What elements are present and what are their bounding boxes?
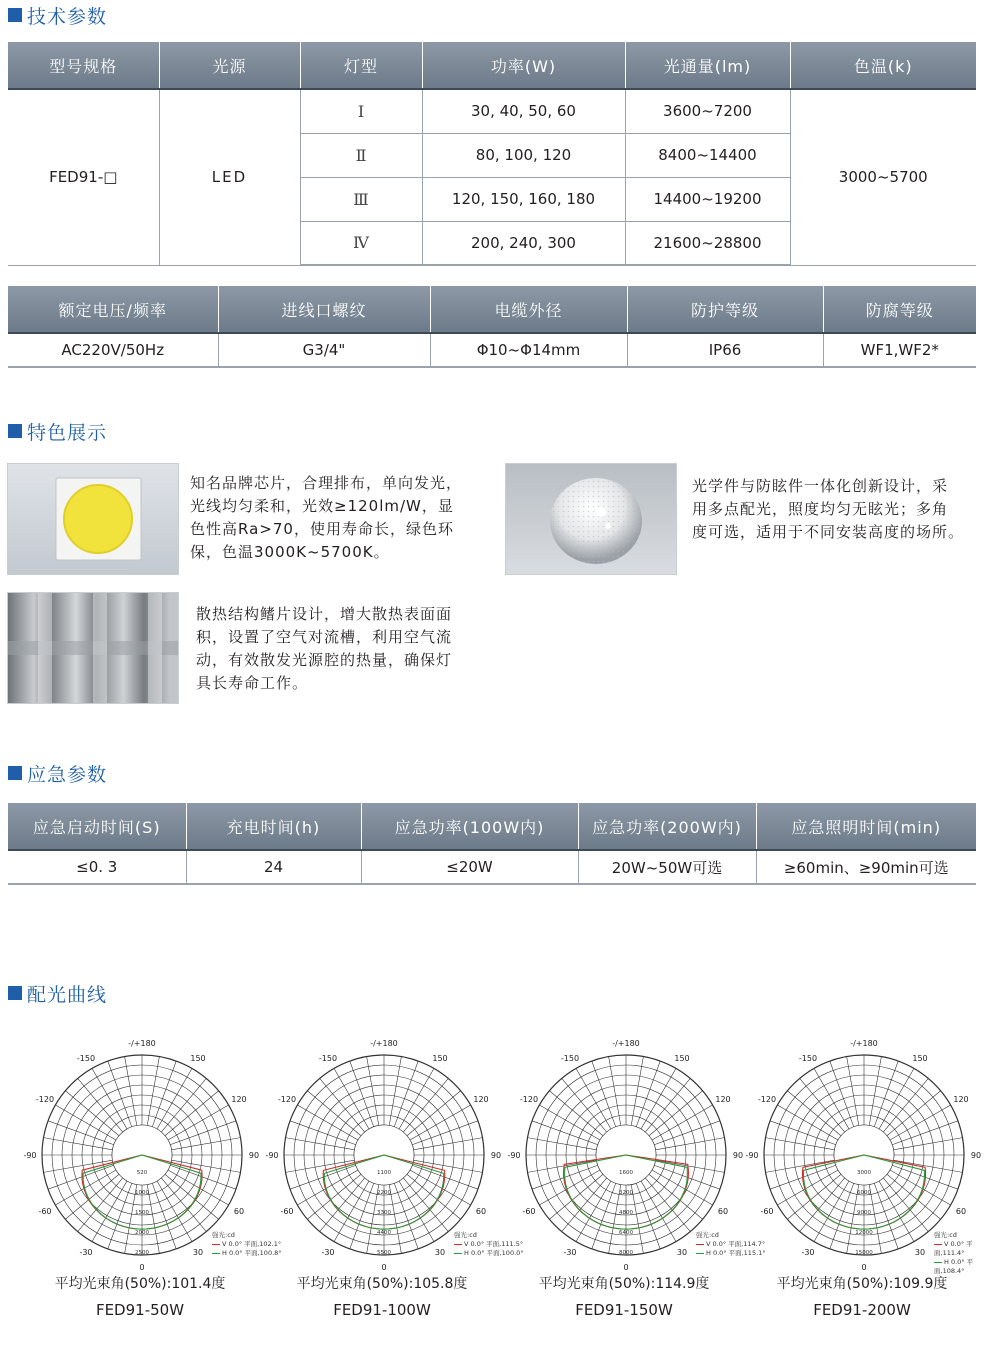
feature-chip-text: 知名品牌芯片，合理排布，单向发光， 光线均匀柔和，光效≥120lm/W，显 色性高Ra>70，使用寿命长，绿色环 保，色温3000K~5700K。	[190, 474, 463, 561]
power-200-cell: 20W~50W可选	[578, 850, 756, 884]
header-cell: 灯型	[300, 42, 422, 89]
legend-h-plane: H 0.0° 平面,115.1°	[696, 1249, 766, 1258]
legend-unit: 强光:cd	[934, 1231, 957, 1239]
charge-time-cell: 24	[186, 850, 361, 884]
angle-label: -90	[745, 1151, 759, 1160]
electrical-spec-table	[8, 286, 976, 368]
angle-label: -150	[560, 1054, 580, 1063]
header-cell: 光通量(lm)	[625, 42, 790, 89]
angle-label: 60	[717, 1207, 729, 1216]
feature-heat-text: 散热结构鳍片设计，增大散热表面面 积，设置了空气对流槽，利用空气流 动，有效散发光源腔的热量，确保灯 具长寿命工作。	[196, 605, 453, 692]
thread-cell: G3/4"	[218, 333, 430, 367]
ring-value-label: 2000	[135, 1230, 149, 1236]
angle-label: 30	[676, 1248, 688, 1257]
ring-value-label: 3200	[619, 1190, 633, 1196]
angle-label: -90	[265, 1151, 279, 1160]
grid-spoke	[389, 1185, 401, 1254]
angle-label: -30	[79, 1248, 93, 1257]
flux-cell: 21600~28800	[625, 221, 790, 265]
header-cell: 额定电压/频率	[8, 286, 218, 333]
angle-label: -30	[321, 1248, 335, 1257]
model-label: FED91-50W	[95, 1301, 185, 1319]
angle-label: 150	[432, 1054, 448, 1063]
angle-label: 120	[231, 1095, 247, 1104]
grid-spoke	[869, 1057, 881, 1126]
angle-label: -150	[798, 1054, 818, 1063]
angle-label: -60	[38, 1207, 52, 1216]
curve-legend	[934, 1231, 996, 1276]
angle-label: -60	[760, 1207, 774, 1216]
grid-spoke	[631, 1185, 643, 1254]
table-header-row	[8, 286, 976, 333]
legend-v-plane: V 0.0° 平面,111.5°	[454, 1240, 524, 1249]
angle-label: 0	[623, 1263, 629, 1272]
legend-unit: 强光:cd	[696, 1231, 719, 1239]
grid-spoke	[367, 1057, 379, 1126]
section-title-emergency: 应急参数	[8, 760, 107, 786]
grid-spoke	[869, 1185, 881, 1254]
grid-spoke	[656, 1160, 725, 1172]
corrosion-cell: WF1,WF2*	[823, 333, 976, 367]
beam-angle-caption: 平均光束角(50%):114.9度	[538, 1276, 710, 1292]
type-cell: Ⅱ	[300, 133, 422, 177]
legend-h-plane: H 0.0° 平面,100.0°	[454, 1249, 524, 1258]
legend-h-plane: H 0.0° 平面,100.8°	[212, 1249, 282, 1258]
ring-value-label: 520	[136, 1170, 148, 1176]
table-row	[8, 333, 976, 367]
lens-icon	[506, 464, 676, 574]
grid-spoke	[286, 1138, 355, 1150]
section-title-tech: 技术参数	[8, 2, 107, 28]
grid-spoke	[414, 1138, 483, 1150]
grid-spoke	[286, 1160, 355, 1172]
table-header-row	[8, 803, 976, 850]
voltage-cell: AC220V/50Hz	[8, 333, 218, 367]
angle-label: 150	[674, 1054, 690, 1063]
grid-spoke	[147, 1185, 159, 1254]
tech-spec-table	[8, 42, 976, 266]
legend-v-plane: V 0.0° 平面,102.1°	[212, 1240, 282, 1249]
cable-cell: Φ10~Φ14mm	[430, 333, 627, 367]
header-cell: 应急功率(200W内)	[578, 803, 756, 850]
angle-label: 60	[475, 1207, 487, 1216]
grid-spoke	[656, 1138, 725, 1150]
angle-label: -/+180	[850, 1039, 878, 1048]
ring-value-label: 1600	[619, 1170, 633, 1176]
header-cell: 应急功率(100W内)	[361, 803, 578, 850]
grid-spoke	[389, 1057, 401, 1126]
grid-spoke	[528, 1138, 597, 1150]
header-cell: 电缆外径	[430, 286, 627, 333]
section-marker-icon	[8, 986, 22, 1000]
power-cell: 80, 100, 120	[422, 133, 625, 177]
feature-optic-text: 光学件与防眩件一体化创新设计，采 用多点配光，照度均匀无眩光；多角 度可选，适用于不同安装高度的场所。	[692, 477, 965, 541]
angle-label: 120	[473, 1095, 489, 1104]
grid-spoke	[528, 1160, 597, 1172]
angle-label: -150	[318, 1054, 338, 1063]
grid-spoke	[609, 1057, 621, 1126]
angle-label: -120	[35, 1095, 55, 1104]
ring-value-label: 12000	[855, 1230, 873, 1236]
angle-label: -90	[23, 1151, 37, 1160]
grid-spoke	[847, 1057, 859, 1126]
source-cell: LED	[159, 89, 300, 265]
legend-v-plane: V 0.0° 平面,111.4°	[934, 1240, 973, 1257]
angle-label: 60	[955, 1207, 967, 1216]
angle-label: 120	[715, 1095, 731, 1104]
power-cell: 30, 40, 50, 60	[422, 89, 625, 133]
start-time-cell: ≤0. 3	[8, 850, 186, 884]
angle-label: -90	[507, 1151, 521, 1160]
table-row	[8, 89, 976, 133]
angle-label: 90	[490, 1151, 502, 1160]
angle-label: 150	[912, 1054, 928, 1063]
grid-spoke	[125, 1057, 137, 1126]
optic-lens-image	[505, 463, 677, 575]
section-marker-icon	[8, 8, 22, 22]
angle-label: -/+180	[370, 1039, 398, 1048]
ring-value-label: 5500	[377, 1250, 391, 1256]
fins-icon	[8, 593, 178, 703]
flux-cell: 3600~7200	[625, 89, 790, 133]
angle-label: 0	[139, 1263, 145, 1272]
cct-cell: 3000~5700	[790, 89, 976, 265]
angle-label: -30	[563, 1248, 577, 1257]
angle-label: -60	[522, 1207, 536, 1216]
table-row	[8, 850, 976, 884]
legend-unit: 强光:cd	[212, 1231, 235, 1239]
flux-cell: 8400~14400	[625, 133, 790, 177]
angle-label: 90	[248, 1151, 260, 1160]
ip-cell: IP66	[627, 333, 823, 367]
angle-label: 90	[732, 1151, 744, 1160]
grid-spoke	[172, 1138, 241, 1150]
angle-label: 90	[970, 1151, 982, 1160]
beam-angle-caption: 平均光束角(50%):101.4度	[54, 1276, 226, 1292]
angle-label: -60	[280, 1207, 294, 1216]
grid-spoke	[44, 1138, 113, 1150]
section-title-features: 特色展示	[8, 418, 107, 444]
ring-value-label: 1000	[135, 1190, 149, 1196]
power-cell: 200, 240, 300	[422, 221, 625, 265]
header-cell: 色温(k)	[790, 42, 976, 89]
beam-angle-caption: 平均光束角(50%):109.9度	[776, 1276, 948, 1292]
section-marker-icon	[8, 766, 22, 780]
ring-value-label: 6400	[619, 1230, 633, 1236]
ring-value-label: 3000	[857, 1170, 871, 1176]
flux-cell: 14400~19200	[625, 177, 790, 221]
ring-value-label: 4400	[377, 1230, 391, 1236]
angle-label: 0	[381, 1263, 387, 1272]
grid-spoke	[147, 1057, 159, 1126]
header-cell: 防护等级	[627, 286, 823, 333]
grid-spoke	[766, 1138, 835, 1150]
model-label: FED91-150W	[575, 1301, 673, 1319]
legend-unit: 强光:cd	[454, 1231, 477, 1239]
led-chip-image	[7, 463, 179, 575]
angle-label: -/+180	[128, 1039, 156, 1048]
type-cell: Ⅲ	[300, 177, 422, 221]
type-cell: Ⅳ	[300, 221, 422, 265]
model-label: FED91-100W	[333, 1301, 431, 1319]
angle-label: -30	[801, 1248, 815, 1257]
header-cell: 充电时间(h)	[186, 803, 361, 850]
section-marker-icon	[8, 424, 22, 438]
angle-label: 30	[914, 1248, 926, 1257]
ring-value-label: 1500	[135, 1210, 149, 1216]
ring-value-label: 1100	[377, 1170, 391, 1176]
section-title-curves: 配光曲线	[8, 980, 107, 1006]
grid-spoke	[894, 1138, 963, 1150]
angle-label: 0	[861, 1263, 867, 1272]
power-cell: 120, 150, 160, 180	[422, 177, 625, 221]
angle-label: 150	[190, 1054, 206, 1063]
header-cell: 防腐等级	[823, 286, 976, 333]
grid-spoke	[44, 1160, 113, 1172]
power-100-cell: ≤20W	[361, 850, 578, 884]
grid-spoke	[631, 1057, 643, 1126]
legend-h-plane: H 0.0° 平面,108.4°	[934, 1258, 974, 1275]
ring-value-label: 15000	[855, 1250, 873, 1256]
header-cell: 型号规格	[8, 42, 159, 89]
header-cell: 应急照明时间(min)	[756, 803, 976, 850]
header-cell: 光源	[159, 42, 300, 89]
header-cell: 应急启动时间(S)	[8, 803, 186, 850]
emergency-table	[8, 803, 976, 885]
type-cell: Ⅰ	[300, 89, 422, 133]
angle-label: -/+180	[612, 1039, 640, 1048]
grid-spoke	[766, 1160, 835, 1172]
heat-sink-image	[7, 592, 179, 704]
angle-label: -120	[277, 1095, 297, 1104]
ring-value-label: 9000	[857, 1210, 871, 1216]
header-cell: 功率(W)	[422, 42, 625, 89]
grid-spoke	[894, 1160, 963, 1172]
angle-label: 120	[953, 1095, 969, 1104]
ring-value-label: 8000	[619, 1250, 633, 1256]
ring-value-label: 4800	[619, 1210, 633, 1216]
legend-v-plane: V 0.0° 平面,114.7°	[696, 1240, 766, 1249]
angle-label: -120	[519, 1095, 539, 1104]
angle-label: 60	[233, 1207, 245, 1216]
table-header-row	[8, 42, 976, 89]
model-label: FED91-200W	[813, 1301, 911, 1319]
beam-angle-caption: 平均光束角(50%):105.8度	[296, 1276, 468, 1292]
led-chip-icon	[8, 464, 178, 574]
header-cell: 进线口螺纹	[218, 286, 430, 333]
angle-label: -120	[757, 1095, 777, 1104]
duration-cell: ≥60min、≥90min可选	[756, 850, 976, 884]
grid-spoke	[414, 1160, 483, 1172]
ring-value-label: 6000	[857, 1190, 871, 1196]
angle-label: 30	[192, 1248, 204, 1257]
grid-spoke	[172, 1160, 241, 1172]
angle-label: -150	[76, 1054, 96, 1063]
model-cell: FED91-□	[8, 89, 159, 265]
ring-value-label: 3300	[377, 1210, 391, 1216]
ring-value-label: 2500	[135, 1250, 149, 1256]
angle-label: 30	[434, 1248, 446, 1257]
ring-value-label: 2200	[377, 1190, 391, 1196]
